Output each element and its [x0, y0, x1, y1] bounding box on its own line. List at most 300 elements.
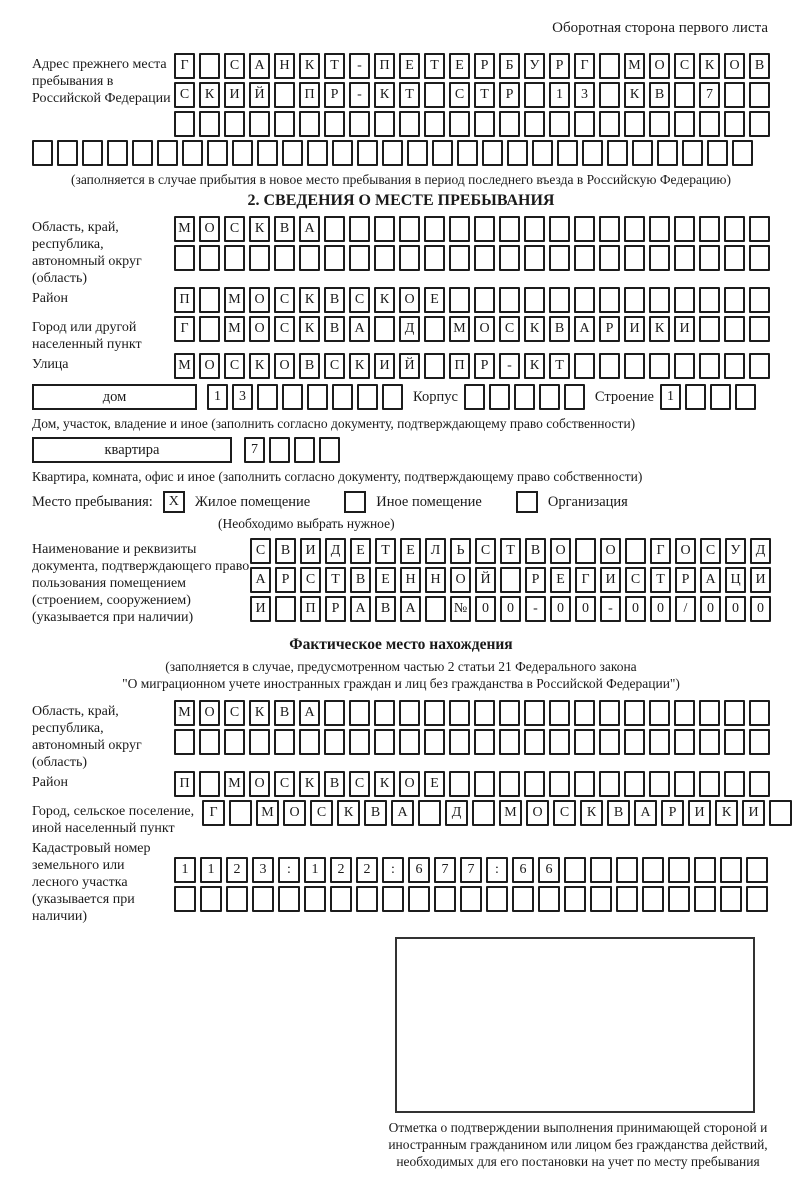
- char-box: [549, 729, 570, 755]
- char-box: [724, 245, 745, 271]
- char-box: [624, 353, 645, 379]
- char-box: [357, 384, 378, 410]
- char-box: [749, 82, 770, 108]
- char-box: О: [249, 316, 270, 342]
- char-box: [749, 700, 770, 726]
- char-box: [710, 384, 731, 410]
- char-box: С: [349, 287, 370, 313]
- char-box: [434, 886, 456, 912]
- char-box: К: [249, 353, 270, 379]
- char-box: [649, 216, 670, 242]
- city-label: Город или другой населенный пункт: [32, 320, 142, 352]
- prev-address-row-2: [174, 82, 770, 108]
- char-box: К: [374, 771, 395, 797]
- char-box: [524, 729, 545, 755]
- char-box: Т: [325, 567, 346, 593]
- char-box: [724, 287, 745, 313]
- char-box: [674, 111, 695, 137]
- char-box: [724, 216, 745, 242]
- char-box: 0: [725, 596, 746, 622]
- char-box: [642, 857, 664, 883]
- char-box: [507, 140, 528, 166]
- actual-city-label: Город, сельское поселение, иной населенный пункт: [32, 804, 195, 836]
- region-label: Область, край, республика, автономный округ (область): [32, 220, 142, 286]
- char-box: [607, 140, 628, 166]
- char-box: Т: [375, 538, 396, 564]
- char-box: [474, 245, 495, 271]
- prev-address-note: (заполняется в случае прибытия в новое место пребывания в период последнего въезда в Российскую Федерацию): [70, 172, 732, 187]
- document-block: [32, 538, 770, 626]
- char-box: Р: [599, 316, 620, 342]
- char-box: О: [399, 287, 420, 313]
- char-box: [624, 700, 645, 726]
- char-box: [699, 771, 720, 797]
- char-box: Р: [525, 567, 546, 593]
- char-box: [199, 771, 220, 797]
- confirmation-stamp-note: Отметка о подтверждении выполнения принимающей стороной и иностранным гражданином или лицом без гражданства действий, необходимых для его постановки на учет по месту пребывания: [388, 1120, 768, 1169]
- char-box: 1: [207, 384, 228, 410]
- char-box: [278, 886, 300, 912]
- char-box: [499, 216, 520, 242]
- char-box: [599, 216, 620, 242]
- actual-district-block: [32, 771, 770, 800]
- char-box: [374, 316, 395, 342]
- char-box: [174, 245, 195, 271]
- char-box: Д: [750, 538, 771, 564]
- char-box: Н: [400, 567, 421, 593]
- char-box: И: [742, 800, 765, 826]
- char-box: [132, 140, 153, 166]
- char-box: [699, 216, 720, 242]
- actual-district-row: [174, 771, 770, 797]
- char-box: [574, 729, 595, 755]
- char-box: [599, 700, 620, 726]
- char-box: [424, 700, 445, 726]
- char-box: [532, 140, 553, 166]
- char-box: [732, 140, 753, 166]
- section2-title: 2. СВЕДЕНИЯ О МЕСТЕ ПРЕБЫВАНИЯ: [247, 192, 555, 209]
- char-box: В: [299, 353, 320, 379]
- char-box: О: [199, 353, 220, 379]
- char-box: 7: [460, 857, 482, 883]
- page-header: Оборотная сторона первого листа: [552, 20, 768, 36]
- char-box: [349, 700, 370, 726]
- char-box: [649, 111, 670, 137]
- char-box: [590, 857, 612, 883]
- char-box: [564, 384, 585, 410]
- char-box: [599, 729, 620, 755]
- char-box: [399, 216, 420, 242]
- char-box: Т: [324, 53, 345, 79]
- char-box: [252, 886, 274, 912]
- char-box: :: [486, 857, 508, 883]
- char-box: [624, 245, 645, 271]
- char-box: №: [450, 596, 471, 622]
- char-box: [524, 216, 545, 242]
- char-box: М: [224, 771, 245, 797]
- char-box: Г: [174, 53, 195, 79]
- char-box: [649, 771, 670, 797]
- char-box: [199, 287, 220, 313]
- char-box: [269, 437, 290, 463]
- char-box: [324, 111, 345, 137]
- char-box: Е: [424, 287, 445, 313]
- char-box: /: [675, 596, 696, 622]
- char-box: А: [299, 700, 320, 726]
- char-box: Г: [174, 316, 195, 342]
- char-box: С: [674, 53, 695, 79]
- char-box: [649, 353, 670, 379]
- char-box: В: [607, 800, 630, 826]
- char-box: 6: [512, 857, 534, 883]
- char-box: [524, 111, 545, 137]
- char-box: [199, 53, 220, 79]
- stay-type-note: (Необходимо выбрать нужное): [218, 516, 395, 531]
- cadastre-block: [32, 837, 770, 925]
- char-box: [274, 111, 295, 137]
- char-box: [549, 771, 570, 797]
- char-box: [624, 729, 645, 755]
- char-box: [174, 886, 196, 912]
- char-box: [564, 886, 586, 912]
- char-box: О: [199, 700, 220, 726]
- char-box: Д: [399, 316, 420, 342]
- char-box: 1: [174, 857, 196, 883]
- char-box: [174, 111, 195, 137]
- stroenie-label: Строение: [594, 389, 654, 405]
- char-box: А: [574, 316, 595, 342]
- char-box: [449, 287, 470, 313]
- char-box: [282, 384, 303, 410]
- char-box: М: [449, 316, 470, 342]
- char-box: [482, 140, 503, 166]
- char-box: [575, 538, 596, 564]
- apartment-type-box: квартира: [32, 437, 232, 463]
- char-box: [616, 886, 638, 912]
- char-box: В: [274, 216, 295, 242]
- char-box: К: [249, 700, 270, 726]
- char-box: М: [174, 353, 195, 379]
- char-box: [549, 245, 570, 271]
- district-row: [174, 287, 770, 313]
- apartment-number-cells: [244, 437, 340, 463]
- char-box: [499, 700, 520, 726]
- char-box: Р: [499, 82, 520, 108]
- char-box: М: [624, 53, 645, 79]
- stay-type-label: Место пребывания:: [32, 493, 153, 510]
- char-box: С: [349, 771, 370, 797]
- char-box: А: [700, 567, 721, 593]
- char-box: [282, 140, 303, 166]
- char-box: [449, 111, 470, 137]
- char-box: [749, 245, 770, 271]
- char-box: [599, 245, 620, 271]
- char-box: А: [400, 596, 421, 622]
- house-type-box: дом: [32, 384, 197, 410]
- char-box: О: [249, 287, 270, 313]
- char-box: 2: [330, 857, 352, 883]
- char-box: [349, 729, 370, 755]
- char-box: [425, 596, 446, 622]
- char-box: К: [249, 216, 270, 242]
- char-box: [399, 700, 420, 726]
- char-box: [694, 886, 716, 912]
- char-box: [674, 353, 695, 379]
- char-box: К: [337, 800, 360, 826]
- char-box: [332, 384, 353, 410]
- char-box: [275, 596, 296, 622]
- char-box: В: [749, 53, 770, 79]
- char-box: Т: [399, 82, 420, 108]
- char-box: [699, 729, 720, 755]
- char-box: О: [724, 53, 745, 79]
- char-box: [449, 245, 470, 271]
- char-box: С: [174, 82, 195, 108]
- char-box: Е: [399, 53, 420, 79]
- char-box: И: [300, 538, 321, 564]
- document-label: Наименование и реквизиты документа, подтверждающего право пользования помещением (строением, сооружением) (указывается при наличии): [32, 542, 250, 625]
- char-box: [574, 771, 595, 797]
- char-box: 6: [408, 857, 430, 883]
- actual-location-note-2: "О миграционном учете иностранных граждан и лиц без гражданства в Российской Федерации"): [122, 676, 680, 691]
- char-box: М: [174, 216, 195, 242]
- char-box: [749, 111, 770, 137]
- char-box: [724, 353, 745, 379]
- char-box: [374, 216, 395, 242]
- char-box: Е: [400, 538, 421, 564]
- char-box: [299, 729, 320, 755]
- char-box: И: [688, 800, 711, 826]
- char-box: -: [349, 82, 370, 108]
- prev-address-row-3: [174, 111, 770, 137]
- char-box: [249, 111, 270, 137]
- char-box: [724, 316, 745, 342]
- char-box: [632, 140, 653, 166]
- char-box: Е: [350, 538, 371, 564]
- char-box: [460, 886, 482, 912]
- char-box: Ь: [450, 538, 471, 564]
- char-box: С: [324, 353, 345, 379]
- char-box: [349, 245, 370, 271]
- char-box: [649, 245, 670, 271]
- char-box: М: [256, 800, 279, 826]
- char-box: [249, 245, 270, 271]
- char-box: Р: [324, 82, 345, 108]
- char-box: [616, 857, 638, 883]
- char-box: [574, 111, 595, 137]
- char-box: [720, 857, 742, 883]
- char-box: А: [349, 316, 370, 342]
- char-box: К: [524, 316, 545, 342]
- char-box: [374, 111, 395, 137]
- char-box: 3: [232, 384, 253, 410]
- char-box: [549, 287, 570, 313]
- char-box: И: [250, 596, 271, 622]
- char-box: [174, 729, 195, 755]
- char-box: [274, 245, 295, 271]
- char-box: [307, 384, 328, 410]
- char-box: Г: [575, 567, 596, 593]
- char-box: Н: [425, 567, 446, 593]
- actual-region-row-2: [174, 729, 770, 755]
- char-box: В: [375, 596, 396, 622]
- district-label: Район: [32, 291, 68, 306]
- char-box: [749, 353, 770, 379]
- char-box: [489, 384, 510, 410]
- char-box: [299, 245, 320, 271]
- char-box: [449, 771, 470, 797]
- char-box: [474, 729, 495, 755]
- char-box: С: [274, 316, 295, 342]
- char-box: С: [224, 216, 245, 242]
- char-box: С: [449, 82, 470, 108]
- char-box: П: [374, 53, 395, 79]
- char-box: [557, 140, 578, 166]
- char-box: [408, 886, 430, 912]
- option-organization-label: Организация: [547, 493, 628, 510]
- char-box: [599, 771, 620, 797]
- char-box: [514, 384, 535, 410]
- char-box: [590, 886, 612, 912]
- char-box: [724, 700, 745, 726]
- char-box: О: [474, 316, 495, 342]
- char-box: [599, 111, 620, 137]
- char-box: 0: [700, 596, 721, 622]
- char-box: [229, 800, 252, 826]
- char-box: [574, 700, 595, 726]
- char-box: [624, 287, 645, 313]
- char-box: [472, 800, 495, 826]
- region-block: [32, 216, 770, 287]
- char-box: [199, 316, 220, 342]
- char-box: [449, 700, 470, 726]
- char-box: [549, 111, 570, 137]
- char-box: [749, 216, 770, 242]
- char-box: М: [224, 316, 245, 342]
- char-box: [474, 216, 495, 242]
- char-box: Р: [474, 53, 495, 79]
- char-box: [499, 111, 520, 137]
- char-box: Т: [474, 82, 495, 108]
- char-box: [749, 316, 770, 342]
- char-box: Т: [500, 538, 521, 564]
- char-box: П: [449, 353, 470, 379]
- char-box: [407, 140, 428, 166]
- char-box: К: [299, 53, 320, 79]
- char-box: [749, 729, 770, 755]
- char-box: [720, 886, 742, 912]
- char-box: [699, 245, 720, 271]
- char-box: [199, 245, 220, 271]
- char-box: Г: [574, 53, 595, 79]
- char-box: Б: [499, 53, 520, 79]
- city-row: [174, 316, 770, 342]
- char-box: [257, 384, 278, 410]
- char-box: О: [450, 567, 471, 593]
- char-box: [499, 771, 520, 797]
- char-box: В: [649, 82, 670, 108]
- char-box: [424, 729, 445, 755]
- char-box: С: [700, 538, 721, 564]
- char-box: [582, 140, 603, 166]
- char-box: :: [382, 857, 404, 883]
- char-box: [657, 140, 678, 166]
- char-box: [512, 886, 534, 912]
- char-box: [399, 245, 420, 271]
- char-box: 1: [304, 857, 326, 883]
- char-box: П: [174, 771, 195, 797]
- char-box: [357, 140, 378, 166]
- char-box: [524, 287, 545, 313]
- actual-city-row: [202, 800, 792, 826]
- char-box: А: [249, 53, 270, 79]
- char-box: [674, 700, 695, 726]
- char-box: [330, 886, 352, 912]
- char-box: 0: [575, 596, 596, 622]
- stay-type-block: [32, 491, 770, 513]
- char-box: [449, 729, 470, 755]
- char-box: [524, 245, 545, 271]
- char-box: [724, 111, 745, 137]
- char-box: [524, 771, 545, 797]
- char-box: О: [199, 216, 220, 242]
- char-box: Й: [249, 82, 270, 108]
- char-box: О: [675, 538, 696, 564]
- char-box: С: [224, 53, 245, 79]
- char-box: С: [224, 700, 245, 726]
- char-box: К: [699, 53, 720, 79]
- char-box: П: [174, 287, 195, 313]
- char-box: [699, 700, 720, 726]
- char-box: [674, 287, 695, 313]
- char-box: [332, 140, 353, 166]
- actual-district-label: Район: [32, 775, 68, 790]
- char-box: [474, 771, 495, 797]
- char-box: Е: [424, 771, 445, 797]
- char-box: А: [391, 800, 414, 826]
- char-box: В: [350, 567, 371, 593]
- apartment-block: [32, 437, 770, 466]
- char-box: Г: [650, 538, 671, 564]
- char-box: [82, 140, 103, 166]
- char-box: [199, 729, 220, 755]
- district-block: [32, 287, 770, 316]
- char-box: [299, 111, 320, 137]
- char-box: [500, 567, 521, 593]
- char-box: [200, 886, 222, 912]
- char-box: [424, 245, 445, 271]
- char-box: [674, 729, 695, 755]
- char-box: [668, 886, 690, 912]
- char-box: [674, 771, 695, 797]
- char-box: К: [624, 82, 645, 108]
- char-box: [224, 729, 245, 755]
- char-box: И: [224, 82, 245, 108]
- char-box: [699, 111, 720, 137]
- char-box: [668, 857, 690, 883]
- checkbox-organization: [516, 491, 538, 513]
- char-box: Р: [275, 567, 296, 593]
- char-box: Е: [375, 567, 396, 593]
- char-box: [642, 886, 664, 912]
- char-box: [249, 729, 270, 755]
- city-block: [32, 316, 770, 353]
- char-box: 6: [538, 857, 560, 883]
- char-box: [499, 287, 520, 313]
- char-box: [574, 353, 595, 379]
- char-box: [685, 384, 706, 410]
- char-box: К: [524, 353, 545, 379]
